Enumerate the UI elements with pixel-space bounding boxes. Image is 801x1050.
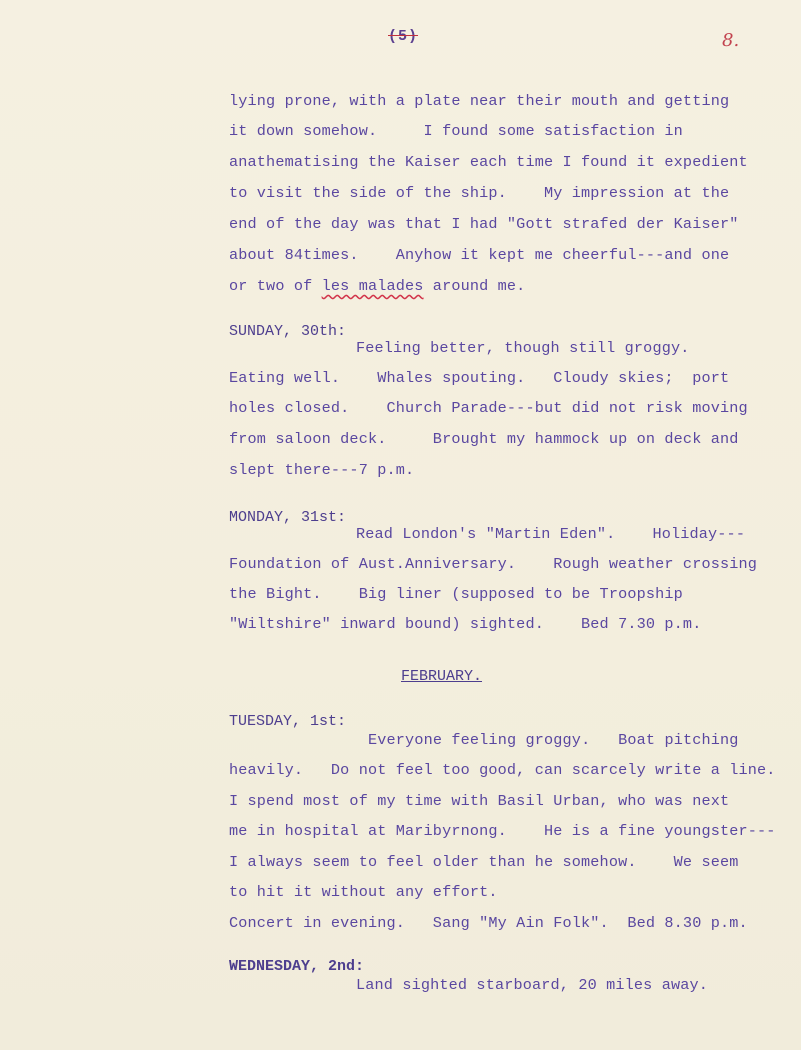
- text-line: end of the day was that I had "Gott strafed der Kaiser": [229, 215, 739, 233]
- entry-heading-monday: MONDAY, 31st:: [229, 509, 347, 526]
- text-line: from saloon deck. Brought my hammock up on deck and: [229, 430, 739, 448]
- text-line: the Bight. Big liner (supposed to be Troopship: [229, 585, 683, 603]
- text-line: to visit the side of the ship. My impression at the: [229, 184, 730, 202]
- text-line: to hit it without any effort.: [229, 883, 498, 901]
- text-line: lying prone, with a plate near their mouth and getting: [229, 92, 730, 110]
- text-fragment: or two of: [229, 277, 322, 295]
- text-line: it down somehow. I found some satisfaction in: [229, 122, 683, 140]
- text-line: [229, 277, 525, 295]
- text-line: Read London's "Martin Eden". Holiday---: [356, 525, 746, 543]
- text-line: "Wiltshire" inward bound) sighted. Bed 7.30 p.m.: [229, 615, 702, 633]
- underlined-phrase: les malades: [321, 277, 424, 295]
- entry-heading-sunday: SUNDAY, 30th:: [229, 323, 347, 340]
- text-line: holes closed. Church Parade---but did not risk moving: [229, 399, 748, 417]
- text-line: Everyone feeling groggy. Boat pitching: [368, 731, 739, 749]
- entry-heading-tuesday: TUESDAY, 1st:: [229, 713, 347, 730]
- text-line: Land sighted starboard, 20 miles away.: [356, 976, 709, 994]
- entry-heading-wednesday: WEDNESDAY, 2nd:: [229, 958, 365, 975]
- handwritten-folio-number: 8.: [722, 30, 740, 51]
- text-line: Feeling better, though still groggy.: [356, 339, 690, 357]
- text-line: I always seem to feel older than he somehow. We seem: [229, 853, 739, 871]
- text-line: heavily. Do not feel too good, can scarcely write a line.: [229, 761, 776, 779]
- text-line: me in hospital at Maribyrnong. He is a fine youngster---: [229, 822, 776, 840]
- text-line: slept there---7 p.m.: [229, 461, 415, 479]
- text-line: Eating well. Whales spouting. Cloudy skies; port: [229, 369, 730, 387]
- text-fragment: around me.: [423, 277, 526, 295]
- text-line: Foundation of Aust.Anniversary. Rough weather crossing: [229, 555, 758, 573]
- text-line: Concert in evening. Sang "My Ain Folk". Bed 8.30 p.m.: [229, 914, 748, 932]
- text-line: anathematising the Kaiser each time I found it expedient: [229, 153, 748, 171]
- month-heading: FEBRUARY.: [401, 668, 483, 685]
- page-number: (5): [388, 28, 419, 45]
- text-line: I spend most of my time with Basil Urban, who was next: [229, 792, 730, 810]
- text-line: about 84times. Anyhow it kept me cheerful---and one: [229, 246, 730, 264]
